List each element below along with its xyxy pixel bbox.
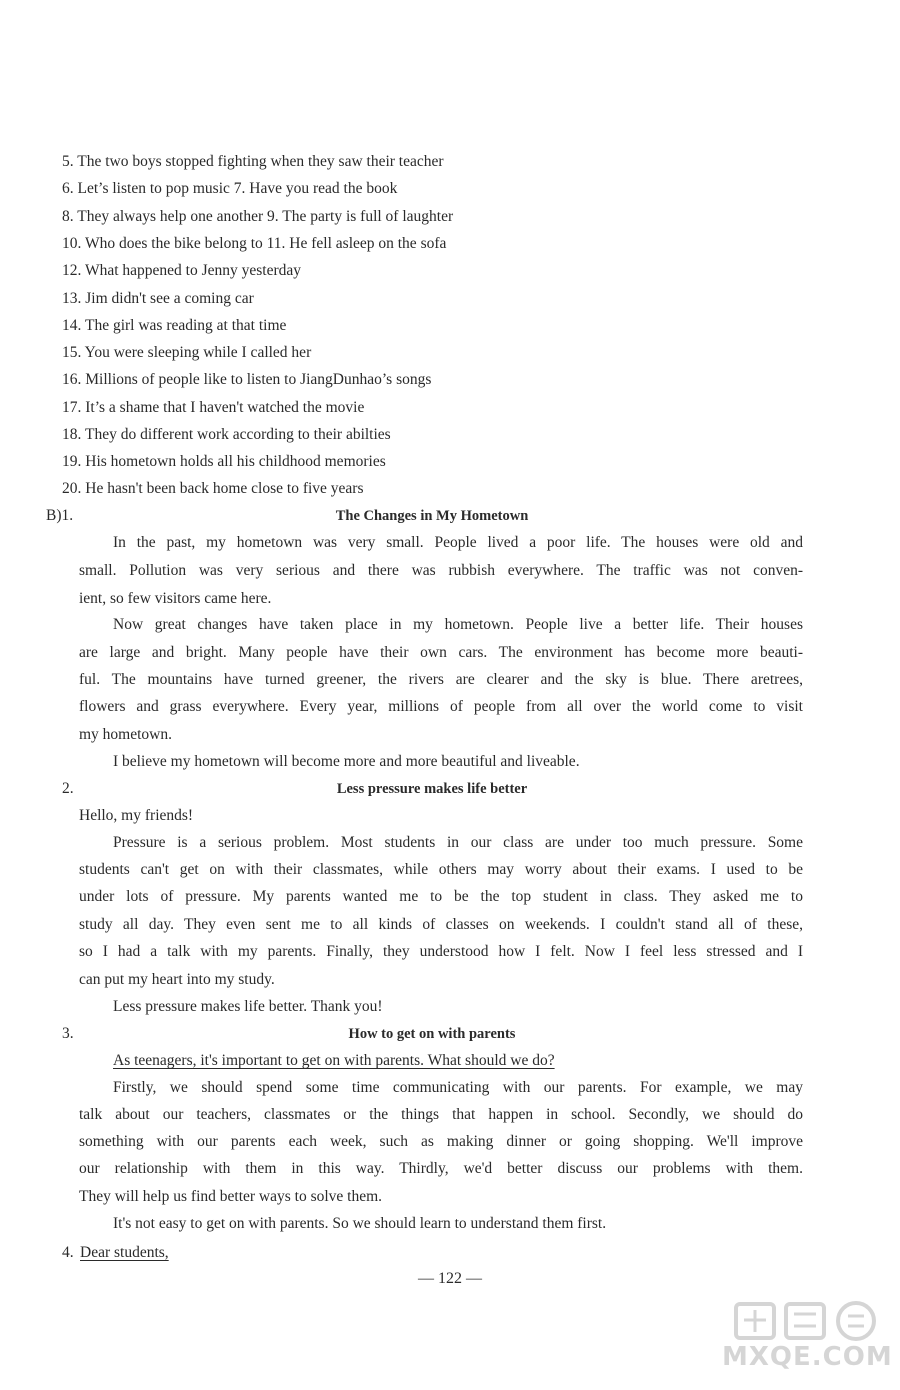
list-item: 16. Millions of people like to listen to JiangDunhao’s songs — [62, 371, 432, 388]
list-item: 19. His hometown holds all his childhood memories — [62, 453, 386, 470]
essay-1-line: In the past, my hometown was very small. People lived a poor life. The houses were old and — [113, 534, 803, 551]
list-item: 18. They do different work according to their abilties — [62, 426, 391, 443]
essay-3-line: talk about our teachers, classmates or the things that happen in school. Secondly, we should do — [79, 1106, 803, 1123]
list-item: 10. Who does the bike belong to 11. He fell asleep on the sofa — [62, 235, 447, 252]
page-number: — 122 — — [418, 1270, 482, 1287]
watermark-text: MXQE.COM — [722, 1342, 893, 1372]
essay-1-line: are large and bright. Many people have their own cars. The environment has become more beauti- — [79, 644, 803, 661]
essay-2-line: Pressure is a serious problem. Most students in our class are under too much pressure. Some — [113, 834, 803, 851]
essay-3-line: our relationship with them in this way. Thirdly, we'd better discuss our problems with them. — [79, 1160, 803, 1177]
essay-3-line: Firstly, we should spend some time communicating with our parents. For example, we may — [113, 1079, 803, 1096]
essay-2-label: 2. — [62, 780, 74, 797]
essay-1-title: The Changes in My Hometown — [335, 508, 529, 524]
essay-2-greeting: Hello, my friends! — [79, 807, 194, 824]
essay-1-line: Now great changes have taken place in my hometown. People live a better life. Their houses — [113, 616, 803, 633]
essay-3-label: 3. — [62, 1025, 74, 1042]
essay-3-line: They will help us find better ways to solve them. — [79, 1188, 383, 1205]
essay-1-line: I believe my hometown will become more and more beautiful and liveable. — [113, 753, 580, 770]
list-item: 13. Jim didn't see a coming car — [62, 290, 254, 307]
list-item: 20. He hasn't been back home close to five years — [62, 480, 364, 497]
essay-1-line: ient, so few visitors came here. — [79, 590, 272, 607]
list-item: 8. They always help one another 9. The party is full of laughter — [62, 208, 454, 225]
essay-2-line: study all day. They even sent me to all kinds of classes on weekends. I couldn't stand all of these, — [79, 916, 803, 933]
essay-3-line: something with our parents each week, such as making dinner or going shopping. We'll improve — [79, 1133, 803, 1150]
list-item: 6. Let’s listen to pop music 7. Have you read the book — [62, 180, 398, 197]
watermark-logo-icon — [732, 1298, 882, 1344]
essay-1-line: my hometown. — [79, 726, 172, 743]
list-item: 17. It’s a shame that I haven't watched the movie — [62, 399, 365, 416]
essay-1-line: small. Pollution was very serious and there was rubbish everywhere. The traffic was not conven- — [79, 562, 803, 579]
watermark — [722, 1298, 892, 1388]
essay-3-title: How to get on with parents — [348, 1026, 516, 1042]
item-4-label: 4. — [62, 1244, 74, 1261]
item-4-text: Dear students, — [80, 1244, 169, 1261]
essay-1-line: ful. The mountains have turned greener, the rivers are clearer and the sky is blue. There aretrees, — [79, 671, 803, 688]
list-item: 14. The girl was reading at that time — [62, 317, 287, 334]
essay-1-line: flowers and grass everywhere. Every year, millions of people from all over the world come to visit — [79, 698, 803, 715]
essay-3-line: As teenagers, it's important to get on with parents. What should we do? — [113, 1052, 555, 1069]
essay-2-line: so I had a talk with my parents. Finally, they understood how I felt. Now I feel less stressed and I — [79, 943, 803, 960]
list-item: 15. You were sleeping while I called her — [62, 344, 312, 361]
essay-2-line: can put my heart into my study. — [79, 971, 275, 988]
list-item: 5. The two boys stopped fighting when they saw their teacher — [62, 153, 444, 170]
essay-1-label: B)1. — [46, 507, 74, 524]
essay-3-line: It's not easy to get on with parents. So we should learn to understand them first. — [113, 1215, 607, 1232]
essay-2-line: students can't get on with their classmates, while others may worry about their exams. I used to be — [79, 861, 803, 878]
essay-2-line: Less pressure makes life better. Thank you! — [113, 998, 383, 1015]
list-item: 12. What happened to Jenny yesterday — [62, 262, 302, 279]
essay-2-title: Less pressure makes life better — [336, 781, 528, 797]
essay-2-line: under lots of pressure. My parents wanted me to be the top student in class. They asked me to — [79, 888, 803, 905]
